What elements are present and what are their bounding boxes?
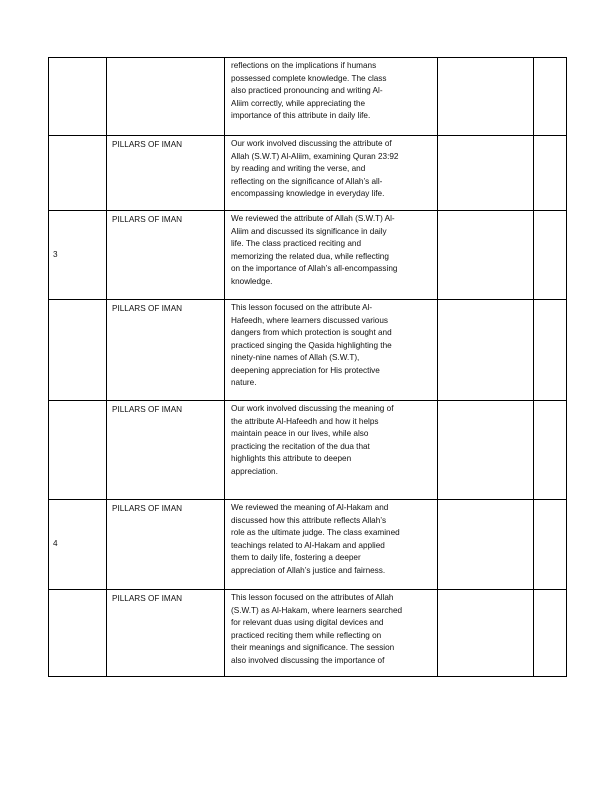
empty-cell — [438, 58, 534, 136]
table-row — [49, 500, 567, 590]
empty-cell — [438, 500, 534, 590]
table-row — [49, 211, 567, 300]
topic-cell — [107, 58, 225, 136]
week-number: 4 — [53, 539, 58, 549]
table-row — [49, 58, 567, 136]
empty-cell — [438, 136, 534, 211]
empty-cell — [438, 211, 534, 300]
table-row — [49, 590, 567, 677]
topic-cell — [107, 211, 225, 300]
lesson-description: This lesson focused on the attribute Al- Hafeedh, where learners discussed various dangers from which protection is sought and practiced singing the Qasida highlighting the ninety-nine names of Allah (S.W.T), deepening appreciation for His protective nature. — [231, 303, 392, 387]
description-cell — [225, 500, 438, 590]
empty-cell — [438, 300, 534, 401]
empty-cell — [534, 500, 567, 590]
lesson-description: Our work involved discussing the attribute of Allah (S.W.T) Al-Aliim, examining Quran 23:92 by reading and writing the verse, and reflecting on the significance of Allah’s all- encompassing knowledge in everyday life. — [231, 139, 399, 198]
lesson-log-table — [48, 57, 567, 677]
topic-cell — [107, 401, 225, 500]
description-cell — [225, 590, 438, 677]
lesson-description: We reviewed the attribute of Allah (S.W.T) Al- Aliim and discussed its significance in daily life. The class practiced reciting and memorizing the related dua, while reflecting on the importance of Allah’s all-encompassing knowledge. — [231, 214, 398, 286]
topic-cell — [107, 500, 225, 590]
empty-cell — [534, 58, 567, 136]
topic-label — [107, 58, 224, 61]
lesson-description: Our work involved discussing the meaning of the attribute Al-Hafeedh and how it helps maintain peace in our lives, while also practicing the recitation of the dua that highlights this attribute to deepen appreciation. — [231, 404, 394, 476]
week-cell — [49, 136, 107, 211]
week-cell — [49, 590, 107, 677]
topic-label: PILLARS OF IMAN — [112, 215, 183, 224]
empty-cell — [534, 590, 567, 677]
empty-cell — [534, 300, 567, 401]
description-cell — [225, 401, 438, 500]
topic-label: PILLARS OF IMAN — [112, 405, 183, 414]
lesson-description: This lesson focused on the attributes of Allah (S.W.T) as Al-Hakam, where learners searched for relevant duas using digital devices and practiced reciting them while reflecting on their meanings and significance. The session also involved discussing the importance of — [231, 593, 403, 665]
lesson-description: We reviewed the meaning of Al-Hakam and discussed how this attribute reflects Allah’s role as the ultimate judge. The class examined teachings related to Al-Hakam and applied them to daily life, fostering a deeper appreciation of Allah’s justice and fairness. — [231, 503, 400, 575]
week-number: 3 — [53, 249, 58, 259]
empty-cell — [534, 401, 567, 500]
empty-cell — [438, 590, 534, 677]
week-cell — [49, 58, 107, 136]
topic-label: PILLARS OF IMAN — [112, 504, 183, 513]
week-cell — [49, 211, 107, 300]
table-row — [49, 401, 567, 500]
week-cell — [49, 500, 107, 590]
table-row — [49, 136, 567, 211]
description-cell — [225, 211, 438, 300]
table-row — [49, 300, 567, 401]
topic-cell — [107, 590, 225, 677]
empty-cell — [534, 136, 567, 211]
week-cell — [49, 300, 107, 401]
description-cell — [225, 58, 438, 136]
description-cell — [225, 300, 438, 401]
topic-cell — [107, 136, 225, 211]
topic-label: PILLARS OF IMAN — [112, 594, 183, 603]
topic-cell — [107, 300, 225, 401]
lesson-description: reflections on the implications if humans possessed complete knowledge. The class also practiced pronouncing and writing Al- Aliim correctly, while appreciating the importance of this attribute in daily life. — [231, 61, 387, 120]
topic-label: PILLARS OF IMAN — [112, 140, 183, 149]
topic-label: PILLARS OF IMAN — [112, 304, 183, 313]
description-cell — [225, 136, 438, 211]
empty-cell — [534, 211, 567, 300]
empty-cell — [438, 401, 534, 500]
week-cell — [49, 401, 107, 500]
